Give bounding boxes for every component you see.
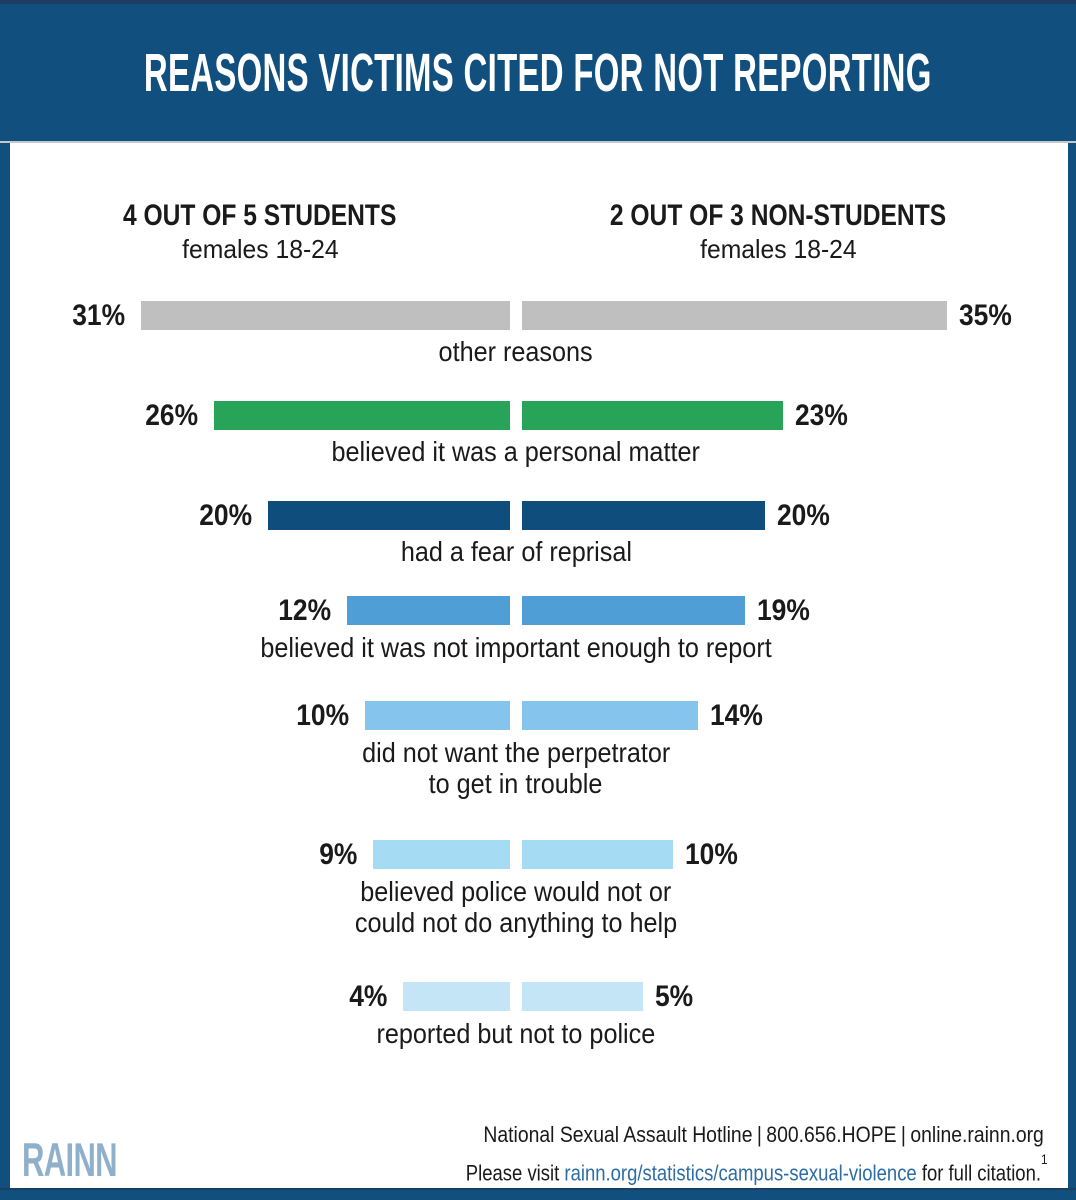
value-students: 31% [72,299,125,332]
category-label-line: reported but not to police [376,1018,656,1049]
bar-non-students [522,596,745,625]
group-subtitle-students-text: females 18-24 [181,234,339,264]
bar-non-students [522,501,765,530]
group-title-students-text: 4 OUT OF 5 STUDENTS [123,199,397,232]
category-label [0,1018,1032,1049]
value-students: 26% [145,399,198,432]
hotline-line [484,1122,1044,1148]
category-label [0,336,1032,367]
category-label [0,536,1032,567]
bar-students [373,840,510,869]
value-non-students: 35% [959,299,1012,332]
bar-students [141,301,510,330]
value-non-students: 20% [777,499,830,532]
separator: | [901,1122,907,1147]
category-label-line: could not do anything to help [354,907,678,938]
category-label-line: did not want the perpetrator [361,737,671,768]
bar-students [268,501,510,530]
category-label-line: to get in trouble [429,768,603,799]
category-label-line: believed it was not important enough to report [260,632,772,663]
citation-link[interactable]: rainn.org/statistics/campus-sexual-violence [564,1160,918,1186]
category-label-line: other reasons [438,336,594,367]
category-label-line: had a fear of reprisal [400,536,632,567]
bar-students [403,982,510,1011]
citation-line [466,1151,1048,1186]
hotline-url: online.rainn.org [910,1122,1044,1147]
group-subtitle-non-students-text: females 18-24 [699,234,857,264]
category-label-line: believed it was a personal matter [331,436,701,467]
value-non-students: 5% [655,980,694,1013]
bar-non-students [522,301,947,330]
bar-students [365,701,510,730]
bar-non-students [522,982,643,1011]
rainn-logo: RAINN [22,1133,117,1186]
value-non-students: 14% [710,699,763,732]
category-label [0,436,1032,467]
category-label-line: believed police would not or [360,876,672,907]
category-label [0,632,1032,663]
hotline-name: National Sexual Assault Hotline [483,1122,753,1147]
frame-bottom-band [0,1188,1076,1200]
bar-non-students [522,701,698,730]
value-non-students: 19% [757,594,810,627]
value-non-students: 23% [795,399,848,432]
value-students: 20% [199,499,252,532]
separator: | [757,1122,763,1147]
value-students: 12% [278,594,331,627]
category-label [0,876,1032,938]
group-title-non-students-text: 2 OUT OF 3 NON-STUDENTS [609,199,947,232]
bar-non-students [522,401,783,430]
citation-footnote-number: 1 [1041,1151,1048,1167]
value-students: 9% [318,838,357,871]
citation-prefix: Please visit [466,1160,565,1186]
hotline-phone: 800.656.HOPE [766,1122,897,1147]
bar-students [347,596,510,625]
bar-non-students [522,840,673,869]
page-title: REASONS VICTIMS CITED FOR NOT REPORTING [144,42,932,103]
value-students: 4% [348,980,387,1013]
citation-suffix: for full citation. [917,1160,1042,1186]
value-students: 10% [296,699,349,732]
value-non-students: 10% [685,838,738,871]
bar-students [214,401,510,430]
category-label [0,737,1032,799]
